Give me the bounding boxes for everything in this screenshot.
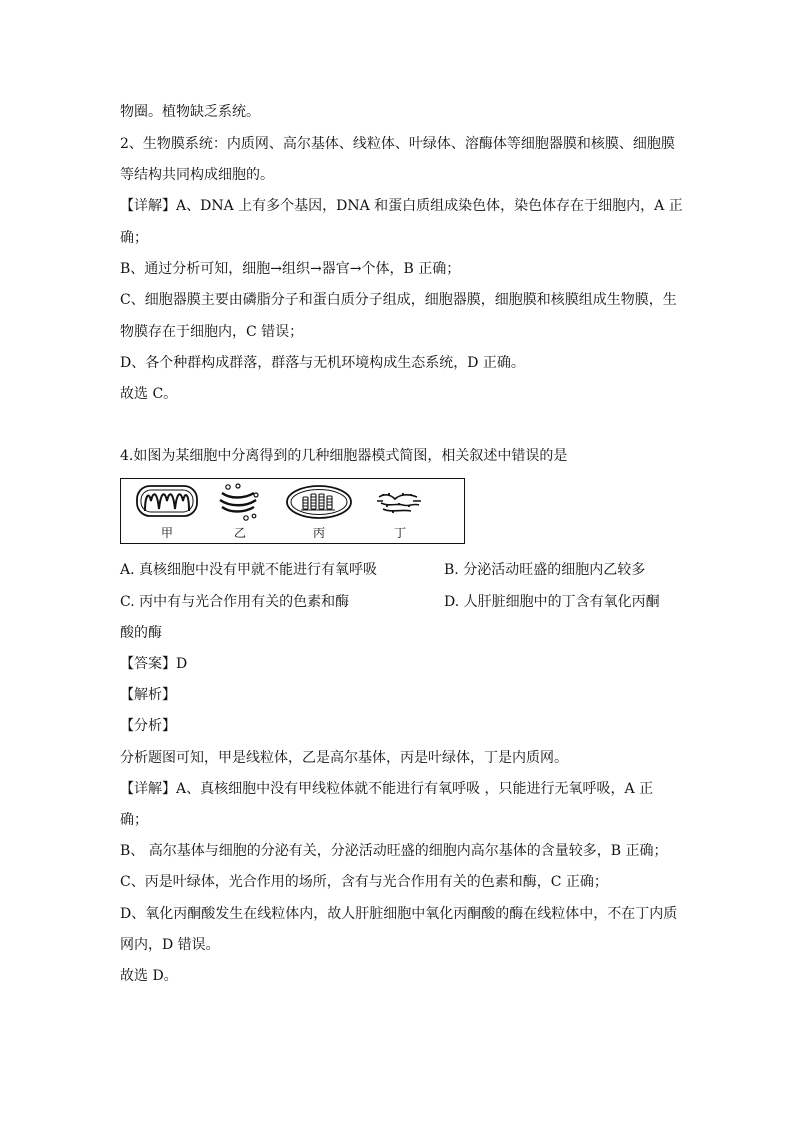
option-d-continuation: 酸的酶 [120,625,162,641]
text-line: B、 高尔基体与细胞的分泌有关，分泌活动旺盛的细胞内高尔基体的含量较多，B 正确； [120,843,668,859]
text-line: 物膜存在于细胞内，C 错误； [120,324,304,340]
text-line: D、氧化丙酮酸发生在线粒体内，故人肝脏细胞中氧化丙酮酸的酶在线粒体中，不在丁内质 [120,906,678,922]
text-line: 【详解】A、DNA 上有多个基因，DNA 和蛋白质组成染色体，染色体存在于细胞内，A 正 [120,198,683,214]
option-b: B. 分泌活动旺盛的细胞内乙较多 [444,562,646,578]
golgi-apparatus-icon [216,483,262,523]
text-line: D、各个种群构成群落，群落与无机环境构成生态系统，D 正确。 [120,355,525,371]
option-d: D. 人肝脏细胞中的丁含有氧化丙酮 [444,594,660,610]
text-line: 分析题图可知，甲是线粒体，乙是高尔基体，丙是叶绿体，丁是内质网。 [120,750,568,766]
text-line: 故选 C。 [120,386,178,402]
section-heading: 【解析】 [120,687,176,703]
answer: 【答案】D [120,656,188,672]
text-line: C、细胞器膜主要由磷脂分子和蛋白质分子组成，细胞器膜，细胞膜和核膜组成生物膜，生 [120,292,677,308]
section-heading: 【分析】 [120,718,176,734]
text-line: 2、生物膜系统：内质网、高尔基体、线粒体、叶绿体、溶酶体等细胞器膜和核膜、细胞膜 [120,136,675,152]
option-c: C. 丙中有与光合作用有关的色素和酶 [120,594,350,610]
figure-label: 丁 [393,526,406,540]
figure-label: 丙 [312,526,325,540]
text-line: 确； [120,812,148,828]
text-line: 物圈。植物缺乏系统。 [120,104,260,120]
option-a: A. 真核细胞中没有甲就不能进行有氧呼吸 [120,562,378,578]
text-line: 确； [120,230,148,246]
text-line: 故选 D。 [120,968,178,984]
figure-label: 乙 [233,526,246,540]
text-line: 等结构共同构成细胞的。 [120,167,274,183]
organelle-figure [120,478,465,544]
figure-label: 甲 [160,526,173,540]
text-line: 【详解】A、真核细胞中没有甲线粒体就不能进行有氧呼吸 ，只能进行无氧呼吸，A 正 [120,781,654,797]
text-line: C、丙是叶绿体，光合作用的场所，含有与光合作用有关的色素和酶，C 正确； [120,874,608,890]
mitochondrion-icon [135,483,199,519]
chloroplast-icon [285,483,353,521]
question-text: 4.如图为某细胞中分离得到的几种细胞器模式简图，相关叙述中错误的是 [120,448,568,464]
text-line: B、通过分析可知，细胞→组织→器官→个体，B 正确； [120,261,461,277]
text-line: 网内，D 错误。 [120,937,220,953]
endoplasmic-reticulum-icon [373,483,425,519]
